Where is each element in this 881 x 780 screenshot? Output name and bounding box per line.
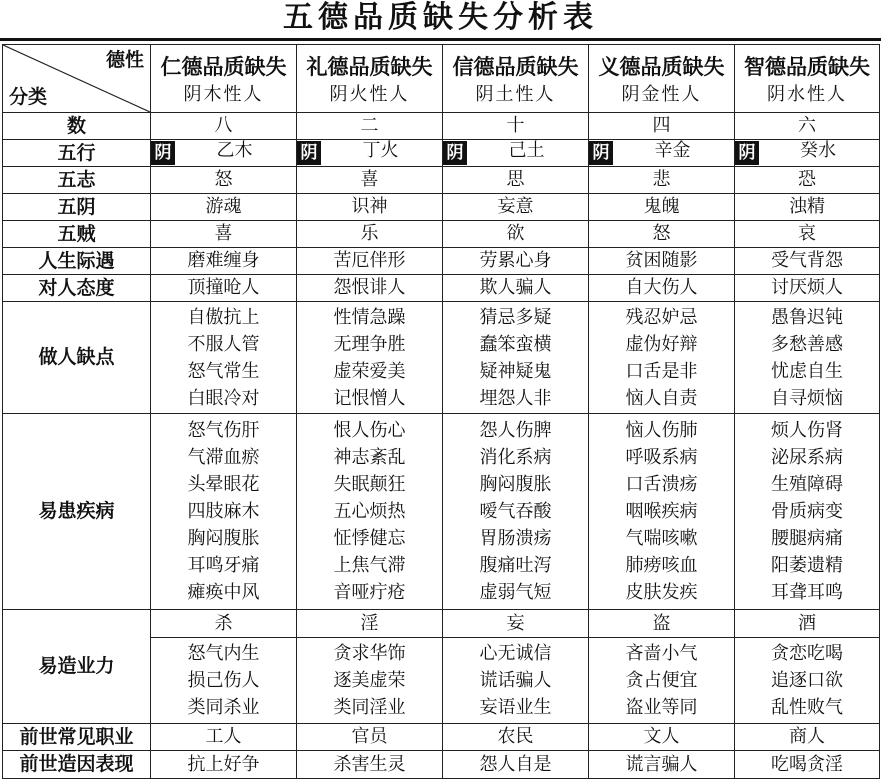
- table-cell: 磨难缠身: [151, 248, 297, 275]
- cell-line: 泌尿系病: [771, 447, 843, 468]
- cell-line: 损己伤人: [187, 670, 260, 691]
- row-label: 易造业力: [3, 610, 151, 724]
- table-cell: 怨恨诽人: [297, 275, 443, 302]
- yin-badge: 阴: [151, 141, 175, 165]
- cell-line: 类同杀业: [187, 697, 260, 718]
- table-cell: [443, 638, 589, 724]
- table-cell: 乐: [297, 221, 443, 248]
- table-cell: 浊精: [735, 194, 880, 221]
- table-cell: [735, 140, 880, 167]
- cell-line: 贪恋吃喝: [771, 643, 843, 664]
- table-cell: 怒: [151, 167, 297, 194]
- cell-line: 五心烦热: [333, 501, 406, 522]
- cell-line: 追逐口欲: [771, 670, 843, 691]
- cell-line: 怒气内生: [187, 643, 260, 664]
- cell-line: 谎话骗人: [479, 670, 552, 691]
- cell-line: 乱性败气: [771, 697, 843, 718]
- cell-line: 骨质病变: [771, 501, 843, 522]
- table-cell: 欲: [443, 221, 589, 248]
- cell-line: 耳鸣牙痛: [187, 555, 260, 576]
- table-cell: [589, 302, 735, 414]
- element-value: 癸水: [800, 140, 836, 161]
- cell-line: 怒气伤肝: [187, 420, 260, 441]
- table-cell: 识神: [297, 194, 443, 221]
- cell-line: 吝啬小气: [625, 643, 698, 664]
- column-header: [735, 45, 880, 113]
- row-flaws: [3, 302, 880, 414]
- column-header-sub: 阴金性人: [621, 83, 702, 105]
- column-header: [589, 45, 735, 113]
- table-cell: [151, 140, 297, 167]
- table-cell: 游魂: [151, 194, 297, 221]
- table-cell: 十: [443, 113, 589, 140]
- cell-line: 阳萎遗精: [771, 555, 843, 576]
- row-label: 易患疾病: [3, 414, 151, 610]
- cell-line: 腹痛吐泻: [479, 555, 552, 576]
- table-cell: [589, 414, 735, 610]
- cell-line: 妄语业生: [479, 697, 552, 718]
- row-number: [3, 113, 880, 140]
- row-five-elements: [3, 140, 880, 167]
- cell-line: 失眠颠狂: [333, 474, 406, 495]
- column-header-sub: 阴土性人: [475, 83, 556, 105]
- row-past-occupation: [3, 724, 880, 751]
- cell-line: 生殖障碍: [771, 474, 843, 495]
- column-header: [297, 45, 443, 113]
- table-cell: 农民: [443, 724, 589, 751]
- table-cell: 欺人骗人: [443, 275, 589, 302]
- table-cell: [297, 414, 443, 610]
- table-cell: 文人: [589, 724, 735, 751]
- table-cell: 八: [151, 113, 297, 140]
- table-cell: 抗上好争: [151, 751, 297, 779]
- column-header: [443, 45, 589, 113]
- cell-line: 残忍妒忌: [625, 306, 698, 328]
- cell-line: 耳聋耳鸣: [771, 582, 843, 603]
- cell-line: 烦人伤肾: [771, 420, 843, 441]
- cell-line: 自寻烦恼: [771, 387, 843, 409]
- cell-line: 多愁善感: [771, 333, 843, 355]
- table-cell: [443, 414, 589, 610]
- row-attitude: [3, 275, 880, 302]
- table-cell: 苦厄伴形: [297, 248, 443, 275]
- table-cell: 杀害生灵: [297, 751, 443, 779]
- table-cell: 杀: [151, 610, 297, 638]
- table-cell: [151, 638, 297, 724]
- table-cell: 商人: [735, 724, 880, 751]
- table-cell: [589, 140, 735, 167]
- table-cell: 顶撞呛人: [151, 275, 297, 302]
- table-cell: 工人: [151, 724, 297, 751]
- cell-line: 不服人管: [187, 333, 260, 355]
- row-label: 五行: [3, 140, 151, 167]
- row-label: 五阴: [3, 194, 151, 221]
- cell-line: 消化系病: [479, 447, 552, 468]
- cell-line: 怨人伤脾: [479, 420, 552, 441]
- cell-line: 类同淫业: [333, 697, 406, 718]
- row-five-emotions: [3, 167, 880, 194]
- yin-badge: 阴: [735, 141, 759, 165]
- table-cell: 悲: [589, 167, 735, 194]
- cell-line: 皮肤发疾: [625, 582, 698, 603]
- row-label: 五志: [3, 167, 151, 194]
- table-cell: 淫: [297, 610, 443, 638]
- cell-line: 贪占便宜: [625, 670, 698, 691]
- cell-line: 怔悸健忘: [333, 528, 406, 549]
- cell-line: 白眼冷对: [187, 387, 260, 409]
- row-label: 人生际遇: [3, 248, 151, 275]
- table-cell: 妄意: [443, 194, 589, 221]
- cell-line: 口舌溃疡: [625, 474, 698, 495]
- table-cell: [151, 302, 297, 414]
- cell-line: 胸闷腹胀: [187, 528, 260, 549]
- corner-label-category: 分类: [9, 86, 48, 109]
- cell-line: 头晕眼花: [187, 474, 260, 495]
- five-virtues-table: [2, 44, 880, 779]
- cell-line: 恼人自责: [625, 387, 698, 409]
- cell-line: 瘫痪中风: [187, 582, 260, 603]
- header-row: [3, 45, 880, 113]
- cell-line: 气滞血瘀: [187, 447, 260, 468]
- row-label: 前世常见职业: [3, 724, 151, 751]
- cell-line: 胸闷腹胀: [479, 474, 552, 495]
- row-label: 做人缺点: [3, 302, 151, 414]
- element-value: 己土: [508, 140, 545, 161]
- cell-line: 恨人伤心: [333, 420, 406, 441]
- row-five-thieves: [3, 221, 880, 248]
- element-value: 辛金: [654, 140, 691, 161]
- cell-line: 胃肠溃疡: [479, 528, 552, 549]
- page-title: 五德品质缺失分析表: [283, 0, 598, 35]
- table-cell: [735, 414, 880, 610]
- yin-badge: 阴: [297, 141, 321, 165]
- table-cell: [735, 638, 880, 724]
- cell-line: 心无诚信: [479, 643, 552, 664]
- table-cell: 怒: [589, 221, 735, 248]
- table-cell: 喜: [151, 221, 297, 248]
- cell-line: 忧虑自生: [771, 360, 843, 382]
- cell-line: 愚鲁迟钝: [771, 306, 843, 328]
- table-cell: 恐: [735, 167, 880, 194]
- cell-line: 无理争胜: [333, 333, 406, 355]
- table-cell: 鬼魄: [589, 194, 735, 221]
- cell-line: 盗业等同: [625, 697, 698, 718]
- row-label: 数: [3, 113, 151, 140]
- element-value: 乙木: [216, 140, 253, 161]
- row-diseases: [3, 414, 880, 610]
- row-past-causes: [3, 751, 880, 779]
- table-cell: [735, 302, 880, 414]
- cell-line: 口舌是非: [625, 360, 698, 382]
- column-header-name: 义德品质缺失: [598, 54, 725, 79]
- table-cell: 官员: [297, 724, 443, 751]
- table-cell: [589, 638, 735, 724]
- column-header: [151, 45, 297, 113]
- table-cell: 思: [443, 167, 589, 194]
- table-cell: 自大伤人: [589, 275, 735, 302]
- cell-line: 肺痨咳血: [625, 555, 698, 576]
- cell-line: 上焦气滞: [333, 555, 406, 576]
- table-cell: 谎言骗人: [589, 751, 735, 779]
- column-header-name: 信德品质缺失: [452, 54, 579, 79]
- yin-badge: 阴: [589, 141, 613, 165]
- table-cell: 六: [735, 113, 880, 140]
- cell-line: 虚弱气短: [479, 582, 552, 603]
- table-cell: 盗: [589, 610, 735, 638]
- cell-line: 疑神疑鬼: [479, 360, 552, 382]
- column-header-sub: 阴水性人: [767, 83, 847, 105]
- row-label: 前世造因表现: [3, 751, 151, 779]
- table-cell: [443, 140, 589, 167]
- table-cell: [297, 140, 443, 167]
- table-cell: 二: [297, 113, 443, 140]
- cell-line: 怒气常生: [187, 360, 260, 382]
- table-cell: [151, 414, 297, 610]
- cell-line: 神志紊乱: [333, 447, 406, 468]
- row-karma-heads: [3, 610, 880, 638]
- row-five-yin: [3, 194, 880, 221]
- column-header-name: 仁德品质缺失: [160, 54, 287, 79]
- row-label: 对人态度: [3, 275, 151, 302]
- cell-line: 性情急躁: [333, 306, 406, 328]
- column-header-name: 智德品质缺失: [744, 54, 870, 79]
- table-cell: 喜: [297, 167, 443, 194]
- row-label: 五贼: [3, 221, 151, 248]
- cell-line: 自傲抗上: [187, 306, 260, 328]
- corner-cell: [3, 45, 151, 113]
- cell-line: 埋怨人非: [479, 387, 552, 409]
- cell-line: 记恨憎人: [333, 387, 406, 409]
- table-cell: 妄: [443, 610, 589, 638]
- cell-line: 咽喉疾病: [625, 501, 698, 522]
- cell-line: 嗳气吞酸: [479, 501, 552, 522]
- table-cell: 怨人自是: [443, 751, 589, 779]
- cell-line: 逐美虚荣: [333, 670, 406, 691]
- cell-line: 贪求华饰: [333, 643, 406, 664]
- cell-line: 气喘咳嗽: [625, 528, 698, 549]
- cell-line: 蠢笨蛮横: [479, 333, 552, 355]
- table-cell: [297, 638, 443, 724]
- corner-label-virtue: 德性: [105, 49, 144, 71]
- cell-line: 虚荣爱美: [333, 360, 406, 382]
- table-cell: 四: [589, 113, 735, 140]
- column-header-sub: 阴木性人: [183, 83, 264, 105]
- table-cell: [443, 302, 589, 414]
- cell-line: 猜忌多疑: [479, 306, 552, 328]
- cell-line: 四肢麻木: [187, 501, 260, 522]
- table-cell: 受气背怨: [735, 248, 880, 275]
- table-cell: [297, 302, 443, 414]
- cell-line: 虚伪好辩: [625, 333, 698, 355]
- table-cell: 哀: [735, 221, 880, 248]
- title-rule: [0, 38, 881, 41]
- row-life-encounters: [3, 248, 880, 275]
- table-cell: 吃喝贪淫: [735, 751, 880, 779]
- cell-line: 恼人伤肺: [625, 420, 698, 441]
- cell-line: 呼吸系病: [625, 447, 698, 468]
- table-cell: 贫困随影: [589, 248, 735, 275]
- table-cell: 劳累心身: [443, 248, 589, 275]
- cell-line: 腰腿病痛: [771, 528, 843, 549]
- yin-badge: 阴: [443, 141, 467, 165]
- cell-line: 音哑疔疮: [333, 582, 406, 603]
- column-header-sub: 阴火性人: [329, 83, 410, 105]
- table-cell: 讨厌烦人: [735, 275, 880, 302]
- table-cell: 酒: [735, 610, 880, 638]
- column-header-name: 礼德品质缺失: [306, 54, 433, 79]
- element-value: 丁火: [362, 140, 399, 161]
